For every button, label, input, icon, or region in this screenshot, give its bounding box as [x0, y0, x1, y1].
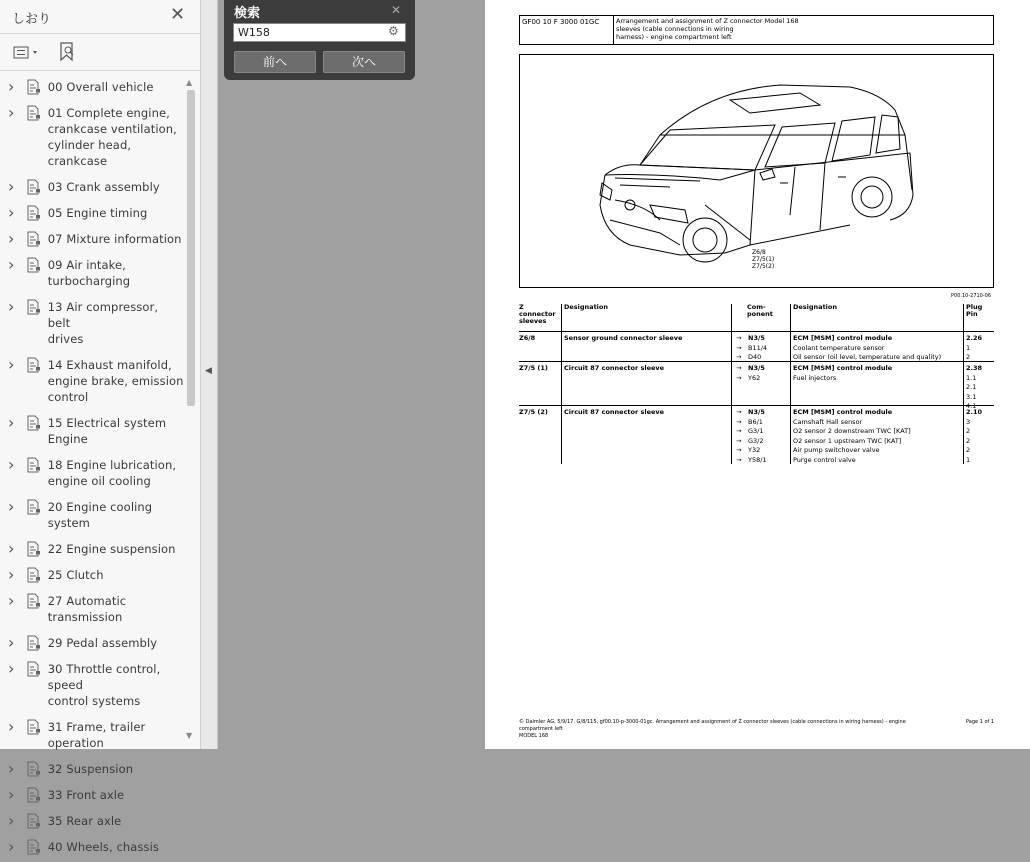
- chevron-right-icon[interactable]: ›: [8, 785, 15, 804]
- chevron-right-icon[interactable]: ›: [8, 837, 15, 856]
- table-cell-component-designation: Air pump switchover valve: [793, 446, 880, 454]
- bookmark-label[interactable]: [48, 567, 184, 583]
- bookmark-item[interactable]: [0, 76, 184, 98]
- table-cell-component: D40: [748, 353, 762, 361]
- bookmark-label-line: 32 Suspension: [47, 762, 134, 776]
- chevron-right-icon[interactable]: ›: [8, 659, 15, 678]
- bookmark-page-icon: [26, 661, 42, 677]
- vehicle-figure: [519, 54, 994, 288]
- bookmark-item[interactable]: [0, 632, 184, 654]
- header-divider: [613, 16, 614, 44]
- bookmark-page-icon: [26, 813, 42, 829]
- bookmark-label-line: 27 Automatic: [47, 594, 127, 608]
- arrow-icon: →: [736, 334, 742, 342]
- table-header: Designation: [564, 303, 608, 311]
- bookmark-page-icon: [26, 499, 42, 515]
- panel-toolbar: [0, 34, 200, 71]
- bookmark-label-line: 05 Engine timing: [47, 206, 148, 220]
- prev-button[interactable]: 前へ: [234, 51, 316, 73]
- scroll-down-icon[interactable]: ▼: [186, 731, 193, 740]
- bookmark-item[interactable]: [0, 254, 184, 292]
- bookmark-label-line: 18 Engine lubrication,: [47, 458, 177, 472]
- table-cell-component-designation: Coolant temperature sensor: [793, 343, 885, 352]
- arrow-icon: →: [736, 427, 742, 435]
- chevron-right-icon[interactable]: ›: [8, 633, 15, 652]
- chevron-right-icon[interactable]: ›: [8, 103, 15, 122]
- arrow-icon: →: [736, 353, 742, 361]
- bookmark-page-icon: [26, 761, 42, 777]
- chevron-right-icon[interactable]: ›: [8, 717, 15, 736]
- search-query[interactable]: W158: [238, 26, 270, 39]
- table-divider: [731, 304, 732, 464]
- bookmark-label-line: engine brake, emission: [47, 374, 184, 388]
- bookmarks-panel: [0, 0, 201, 856]
- bookmark-label[interactable]: [48, 205, 184, 221]
- chevron-right-icon[interactable]: ›: [8, 539, 15, 558]
- table-header: Z connector sleeves: [519, 303, 556, 325]
- bookmark-item[interactable]: [0, 538, 184, 560]
- table-cell-component-designation: Camshaft Hall sensor: [793, 417, 863, 426]
- document-footer: [519, 719, 939, 740]
- bookmark-item[interactable]: [0, 810, 184, 832]
- bookmark-page-icon: [26, 593, 42, 609]
- bookmark-page-icon: [26, 299, 42, 315]
- table-cell-component: B6/1: [748, 417, 763, 426]
- arrow-icon: →: [736, 364, 742, 372]
- table-cell-component-designation: O2 sensor 1 upstream TWC [KAT]: [793, 436, 902, 445]
- bookmark-label-line: engine oil cooling: [47, 474, 151, 488]
- bookmark-label[interactable]: [48, 299, 184, 347]
- table-cell-component: G3/2: [748, 436, 764, 445]
- bookmark-item[interactable]: [0, 564, 184, 586]
- table-cell-component-designation: ECM [MSM] control module: [793, 364, 893, 372]
- table-cell-pin: 2.26: [966, 334, 983, 342]
- description-line: harness) - engine compartment left: [616, 33, 732, 41]
- bookmark-item[interactable]: [0, 590, 184, 628]
- table-cell-component: N3/5: [748, 364, 765, 372]
- bookmark-label[interactable]: [48, 761, 184, 777]
- bookmark-label-line: Engine: [47, 432, 88, 446]
- chevron-right-icon[interactable]: ›: [8, 413, 15, 432]
- chevron-right-icon[interactable]: ›: [8, 297, 15, 316]
- close-icon[interactable]: ✕: [170, 4, 186, 25]
- bookmark-page-icon: [26, 719, 42, 735]
- bookmark-page-icon: [26, 635, 42, 651]
- table-cell-pin: 2: [966, 353, 971, 361]
- bookmark-list: [0, 76, 184, 856]
- table-cell-pin: 2: [966, 427, 971, 435]
- arrow-icon: →: [736, 373, 742, 382]
- bookmark-item[interactable]: [0, 296, 184, 350]
- bookmark-label-line: 01 Complete engine,: [47, 106, 170, 120]
- table-cell-pin: 1.1: [966, 373, 977, 382]
- bookmark-label-line: 13 Air compressor, belt: [47, 300, 159, 330]
- bookmark-label-line: cylinder head, crankcase: [47, 138, 132, 168]
- figure-reference: P00.10-2710-06: [951, 293, 992, 299]
- document-page: [485, 0, 1030, 749]
- bookmark-label[interactable]: [48, 415, 184, 447]
- bookmark-label[interactable]: [48, 357, 184, 405]
- chevron-right-icon[interactable]: ›: [8, 759, 15, 778]
- bookmark-label-line: 30 Throttle control, speed: [47, 662, 161, 692]
- bookmark-item[interactable]: [0, 102, 184, 172]
- table-cell-component: N3/5: [748, 334, 765, 342]
- table-cell-component: N3/5: [748, 408, 765, 416]
- figure-label: Z7/5(2): [752, 263, 775, 270]
- chevron-right-icon[interactable]: ›: [8, 811, 15, 830]
- bookmark-label[interactable]: [48, 179, 184, 195]
- table-cell-component-designation: ECM [MSM] control module: [793, 334, 893, 342]
- search-box: [224, 0, 415, 80]
- bookmark-label[interactable]: [48, 593, 184, 625]
- chevron-right-icon[interactable]: ›: [8, 255, 15, 274]
- bookmark-item[interactable]: [0, 836, 184, 858]
- bookmark-label[interactable]: [48, 231, 184, 247]
- bookmark-label-line: 25 Clutch: [47, 568, 104, 582]
- bookmark-item[interactable]: [0, 354, 184, 408]
- bookmark-label-line: 33 Front axle: [47, 788, 125, 802]
- collapse-arrow-icon[interactable]: ◀: [205, 366, 212, 376]
- table-divider: [963, 304, 964, 464]
- bookmark-label[interactable]: [48, 813, 184, 829]
- table-cell-pin: 2: [966, 446, 971, 454]
- table-cell-component-designation: ECM [MSM] control module: [793, 408, 893, 416]
- bookmark-item[interactable]: [0, 412, 184, 450]
- options-menu-icon[interactable]: [12, 42, 42, 62]
- page-number: Page 1 of 1: [966, 719, 995, 725]
- footer-line: MODEL 168: [519, 733, 549, 739]
- document-header-box: [519, 15, 994, 45]
- bookmark-page-icon: [26, 105, 42, 121]
- bookmark-label[interactable]: [48, 719, 184, 751]
- table-cell-component-designation: O2 sensor 2 downstream TWC [KAT]: [793, 427, 911, 435]
- table-cell-pin: 2.10: [966, 408, 983, 416]
- bookmark-item[interactable]: [0, 758, 184, 780]
- bookmark-item[interactable]: [0, 496, 184, 534]
- bookmark-label-line: operation: [47, 736, 104, 750]
- table-cell-pin: 1: [966, 455, 971, 464]
- table-header: Plug Pin: [966, 303, 983, 318]
- chevron-right-icon[interactable]: ›: [8, 565, 15, 584]
- chevron-right-icon[interactable]: ›: [8, 77, 15, 96]
- bookmark-item[interactable]: [0, 202, 184, 224]
- table-cell-designation: Sensor ground connector sleeve: [564, 334, 683, 342]
- bookmark-label-line: drives: [47, 332, 84, 346]
- bookmark-label-line: 00 Overall vehicle: [47, 80, 154, 94]
- table-cell-component: Y32: [748, 446, 761, 454]
- footer-line: © Daimler AG, 5/9/17, G/8/115, gf00.10-p-3000-01gc. Arrangement and assignment of Z connector sleeves (cable connections in wiring harness) - engine compartment left: [519, 719, 906, 732]
- bookmark-label-line: 40 Wheels, chassis: [47, 840, 159, 854]
- table-divider: [519, 405, 994, 406]
- panel-title: しおり: [12, 12, 52, 27]
- table-divider: [561, 304, 562, 464]
- table-cell-component-designation: Oil sensor (oil level, temperature and quality): [793, 353, 942, 361]
- find-bookmark-icon[interactable]: [58, 41, 78, 63]
- bookmark-scrollbar[interactable]: [186, 76, 196, 749]
- bookmark-label-line: turbocharging: [47, 274, 131, 288]
- table-cell-pin: 1: [966, 343, 971, 352]
- table-cell-connector: Z7/5 (1): [519, 364, 548, 372]
- chevron-right-icon[interactable]: ›: [8, 455, 15, 474]
- bookmark-label-line: crankcase ventilation,: [47, 122, 177, 136]
- chevron-right-icon[interactable]: ›: [8, 591, 15, 610]
- arrow-icon: →: [736, 436, 742, 445]
- document-code: GF00 10 F 3000 01GC: [522, 18, 600, 26]
- description-line: sleeves (cable connections in wiring: [616, 25, 734, 33]
- bookmark-item[interactable]: [0, 716, 184, 754]
- chevron-right-icon[interactable]: ›: [8, 177, 15, 196]
- bookmark-page-icon: [26, 79, 42, 95]
- table-cell-component: B11/4: [748, 343, 768, 352]
- panel-splitter[interactable]: [201, 0, 218, 749]
- table-cell-connector: Z6/8: [519, 334, 536, 342]
- bookmark-label-line: 03 Crank assembly: [47, 180, 160, 194]
- bookmark-label[interactable]: [48, 257, 184, 289]
- bookmark-page-icon: [26, 541, 42, 557]
- bookmark-page-icon: [26, 179, 42, 195]
- bookmark-label-line: 35 Rear axle: [47, 814, 122, 828]
- chevron-right-icon[interactable]: ›: [8, 497, 15, 516]
- bookmark-page-icon: [26, 257, 42, 273]
- search-title: 検索: [234, 6, 261, 21]
- document-description: [616, 17, 816, 41]
- table-cell-pin: 2: [966, 436, 971, 445]
- table-divider: [790, 304, 791, 464]
- bookmark-label-line: 20 Engine cooling system: [47, 500, 153, 530]
- bookmark-label[interactable]: [48, 787, 184, 803]
- scroll-thumb[interactable]: [187, 90, 195, 406]
- bookmark-label-line: 15 Electrical system: [47, 416, 167, 430]
- bookmark-item[interactable]: [0, 454, 184, 492]
- arrow-icon: →: [736, 408, 742, 416]
- table-cell-designation: Circuit 87 connector sleeve: [564, 364, 665, 372]
- arrow-icon: →: [736, 343, 742, 352]
- table-cell-component-designation: Purge control valve: [793, 455, 856, 464]
- figure-label: Z7/5(1): [752, 256, 775, 263]
- arrow-icon: →: [736, 417, 742, 426]
- table-cell-pin: 2.1: [966, 383, 977, 391]
- panel-header: [0, 0, 200, 34]
- bookmark-item[interactable]: [0, 228, 184, 250]
- bookmark-label-line: 22 Engine suspension: [47, 542, 176, 556]
- gear-icon[interactable]: ⚙: [388, 24, 399, 38]
- bookmark-label-line: 29 Pedal assembly: [47, 636, 158, 650]
- search-input[interactable]: [233, 23, 406, 42]
- bookmark-label-line: 31 Frame, trailer: [47, 720, 146, 734]
- bookmark-page-icon: [26, 787, 42, 803]
- chevron-right-icon[interactable]: ›: [8, 229, 15, 248]
- figure-label: Z6/8: [752, 249, 766, 256]
- table-cell-component: Y58/1: [748, 455, 767, 464]
- bookmark-page-icon: [26, 457, 42, 473]
- bookmark-label[interactable]: [48, 79, 184, 95]
- bookmark-page-icon: [26, 415, 42, 431]
- bookmark-page-icon: [26, 231, 42, 247]
- bookmark-label[interactable]: [48, 635, 184, 651]
- chevron-right-icon[interactable]: ›: [8, 203, 15, 222]
- bookmark-item[interactable]: [0, 658, 184, 712]
- bookmark-page-icon: [26, 357, 42, 373]
- bookmark-label[interactable]: [48, 661, 184, 709]
- bookmark-page-icon: [26, 839, 42, 855]
- bookmark-label[interactable]: [48, 839, 184, 855]
- bookmark-label-line: control systems: [47, 694, 141, 708]
- bookmark-label[interactable]: [48, 499, 184, 531]
- table-cell-designation: Circuit 87 connector sleeve: [564, 408, 665, 416]
- table-cell-component: G3/1: [748, 427, 764, 435]
- table-divider: [519, 331, 994, 332]
- bookmark-label[interactable]: [48, 105, 184, 169]
- arrow-icon: →: [736, 455, 742, 464]
- table-cell-connector: Z7/5 (2): [519, 408, 548, 416]
- bookmark-label-line: transmission: [47, 610, 123, 624]
- table-cell-pin: 3.1: [966, 392, 977, 401]
- chevron-right-icon[interactable]: ›: [8, 355, 15, 374]
- table-cell-pin: 4.1: [966, 402, 977, 410]
- table-header: Com-ponent: [747, 303, 773, 318]
- scroll-up-icon[interactable]: ▲: [186, 78, 193, 87]
- table-cell-component-designation: Fuel injectors: [793, 373, 837, 382]
- table-cell-pin: 2.38: [966, 364, 983, 372]
- table-header: Designation: [793, 303, 837, 311]
- bookmark-label[interactable]: [48, 457, 184, 489]
- table-cell-component: Y62: [748, 373, 761, 382]
- table-cell-pin: 3: [966, 417, 971, 426]
- description-line: Arrangement and assignment of Z connector Model 168: [616, 17, 799, 25]
- bookmark-page-icon: [26, 567, 42, 583]
- search-close-icon[interactable]: ✕: [391, 3, 402, 17]
- bookmark-item[interactable]: [0, 176, 184, 198]
- car-illustration: [520, 55, 993, 287]
- next-button[interactable]: 次へ: [323, 51, 405, 73]
- bookmark-label-line: 07 Mixture information: [47, 232, 182, 246]
- bookmark-label[interactable]: [48, 541, 184, 557]
- bookmark-page-icon: [26, 205, 42, 221]
- bookmark-label-line: 14 Exhaust manifold,: [47, 358, 172, 372]
- arrow-icon: →: [736, 446, 742, 454]
- bookmark-label-line: control: [47, 390, 89, 404]
- bookmark-item[interactable]: [0, 784, 184, 806]
- bookmark-label-line: 09 Air intake,: [47, 258, 126, 272]
